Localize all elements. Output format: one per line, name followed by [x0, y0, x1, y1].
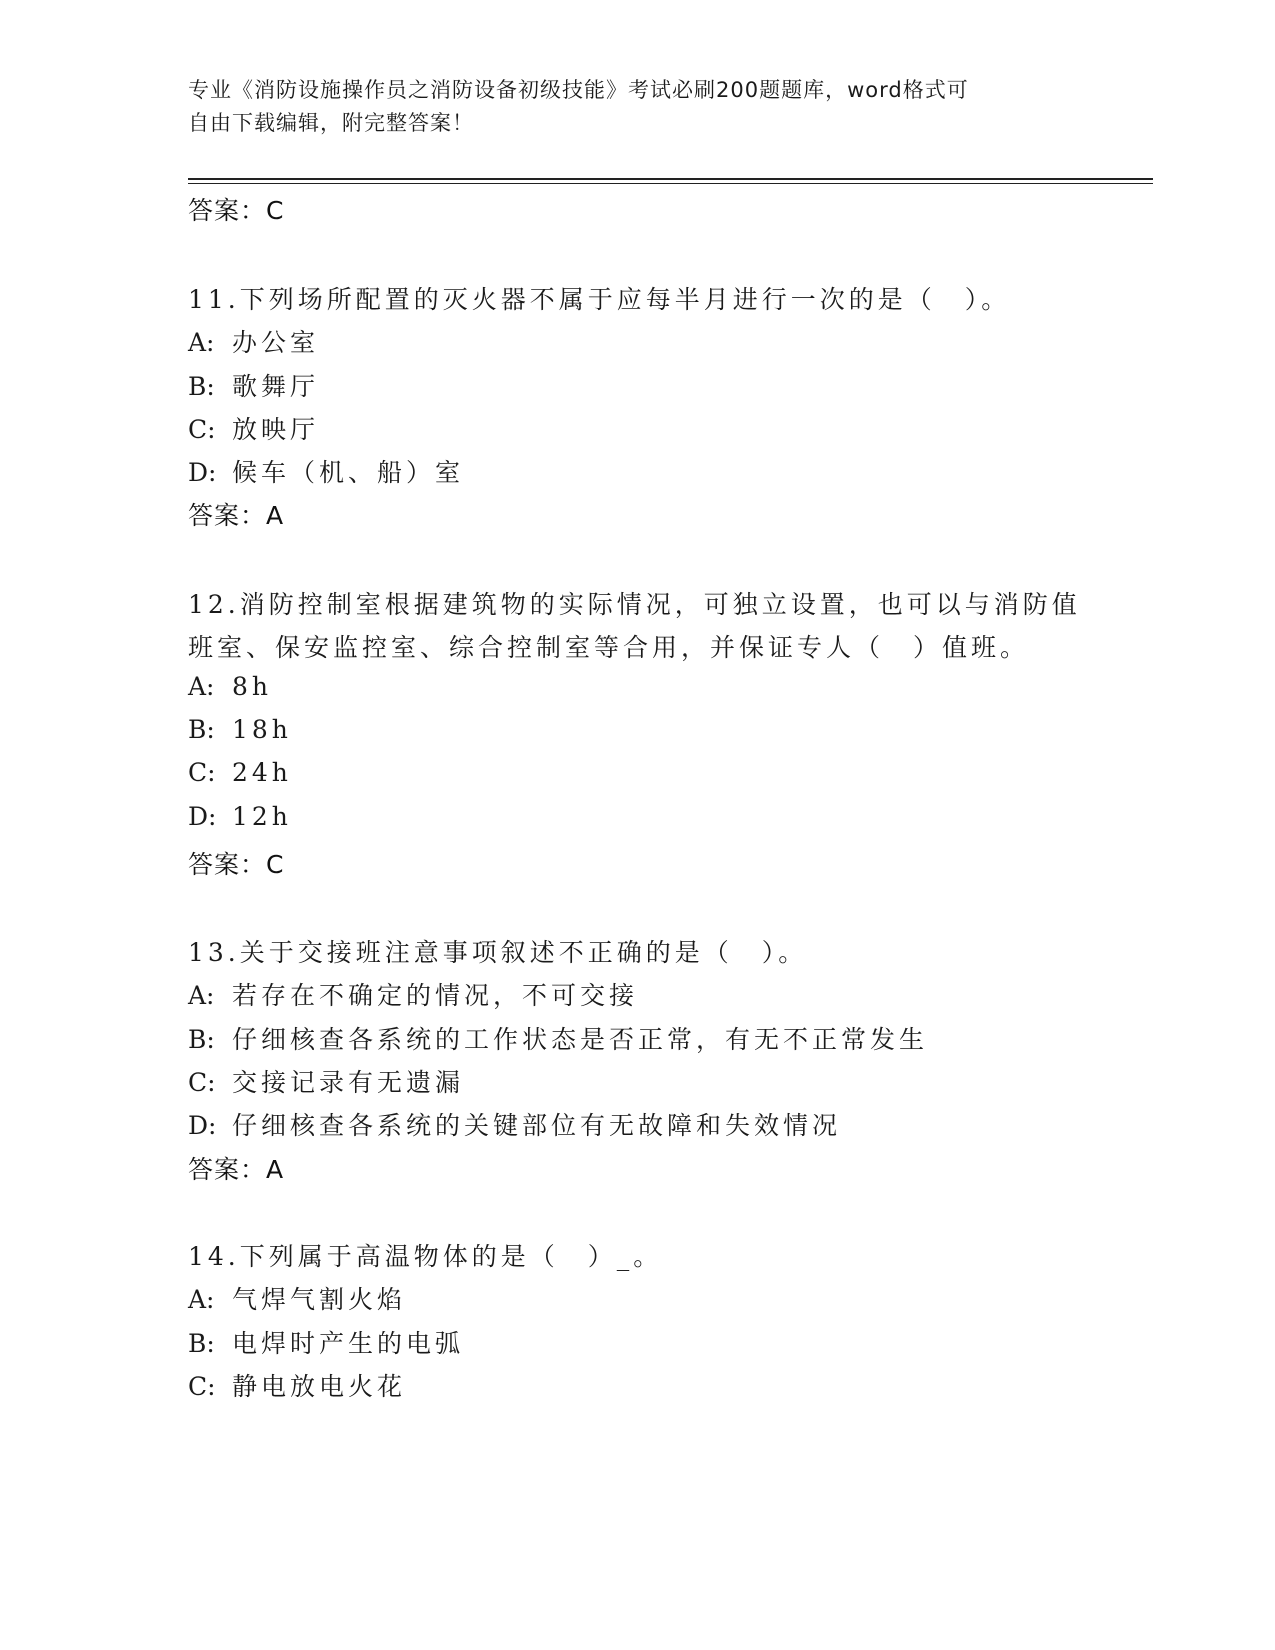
option-text: 办公室 [232, 328, 320, 357]
question-12-stem-line-1: 12.消防控制室根据建筑物的实际情况，可独立设置，也可以与消防值 [188, 590, 1081, 619]
header-line-1: 专业《消防设施操作员之消防设备初级技能》考试必刷200题题库，word格式可 [188, 78, 969, 102]
option-key: D: [188, 458, 217, 487]
question-14-option-b [188, 1324, 464, 1360]
question-11-stem: 11.下列场所配置的灭火器不属于应每半月进行一次的是（ ）。 [188, 285, 1011, 314]
option-text: 静电放电火花 [232, 1372, 407, 1401]
question-14-option-c [188, 1367, 406, 1403]
question-12-option-c [188, 758, 292, 787]
question-13-option-c [188, 1063, 464, 1099]
question-11-option-d [188, 453, 464, 489]
question-14-stem: 14.下列属于高温物体的是（ ）_。 [188, 1242, 663, 1271]
question-13-stem: 13.关于交接班注意事项叙述不正确的是（ ）。 [188, 938, 808, 967]
option-text: 12h [232, 802, 292, 831]
question-11-option-b [188, 367, 319, 403]
option-text: 8h [232, 672, 273, 701]
option-text: 若存在不确定的情况，不可交接 [232, 981, 639, 1010]
option-key: A: [188, 981, 215, 1010]
option-text: 气焊气割火焰 [232, 1285, 407, 1314]
option-key: A: [188, 672, 215, 701]
question-13-option-b [188, 1020, 928, 1056]
question-12-option-b [188, 715, 292, 744]
question-11-option-a [188, 323, 319, 359]
option-text: 放映厅 [232, 415, 320, 444]
question-13-option-a [188, 976, 638, 1012]
option-key: A: [188, 328, 215, 357]
question-14-option-a [188, 1280, 406, 1316]
option-text: 仔细核查各系统的关键部位有无故障和失效情况 [232, 1111, 842, 1140]
question-12-option-d [188, 802, 292, 831]
answer-q13: 答案：A [188, 1155, 285, 1184]
option-text: 24h [232, 758, 292, 787]
answer-q11: 答案：A [188, 501, 285, 530]
option-key: C: [188, 1372, 216, 1401]
answer-q12: 答案：C [188, 850, 285, 879]
header-divider-thin [188, 183, 1153, 184]
option-key: C: [188, 758, 216, 787]
option-key: B: [188, 1025, 215, 1054]
page-header [188, 74, 1088, 140]
question-12-stem-line-2: 班室、保安监控室、综合控制室等合用，并保证专人（ ）值班。 [188, 633, 1030, 662]
option-key: B: [188, 1329, 215, 1358]
question-11-option-c [188, 410, 319, 446]
question-12-option-a [188, 672, 272, 701]
question-13-option-d [188, 1106, 841, 1142]
option-key: D: [188, 1111, 217, 1140]
option-text: 仔细核查各系统的工作状态是否正常，有无不正常发生 [232, 1025, 929, 1054]
option-text: 交接记录有无遗漏 [232, 1068, 465, 1097]
option-key: C: [188, 415, 216, 444]
answer-q10: 答案：C [188, 196, 285, 225]
header-divider-thick [188, 178, 1153, 180]
option-text: 电焊时产生的电弧 [232, 1329, 465, 1358]
option-key: D: [188, 802, 217, 831]
header-line-2: 自由下载编辑，附完整答案！ [188, 111, 474, 135]
option-text: 候车（机、船）室 [232, 458, 465, 487]
option-text: 18h [232, 715, 292, 744]
option-key: C: [188, 1068, 216, 1097]
option-key: B: [188, 715, 215, 744]
option-key: A: [188, 1285, 215, 1314]
option-text: 歌舞厅 [232, 372, 320, 401]
option-key: B: [188, 372, 215, 401]
